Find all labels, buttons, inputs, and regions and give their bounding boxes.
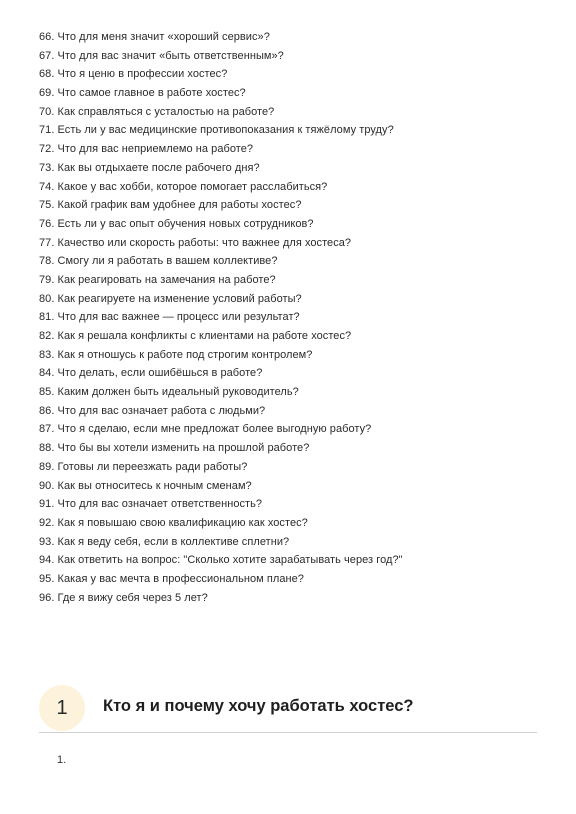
question-item: 80. Как реагируете на изменение условий работы? [39, 292, 302, 305]
section-header [39, 685, 537, 733]
section-title: Кто я и почему хочу работать хостес? [103, 697, 414, 715]
question-item: 66. Что для меня значит «хороший сервис»? [39, 31, 270, 43]
question-list [39, 28, 559, 607]
question-item: 76. Есть ли у вас опыт обучения новых сотрудников? [39, 217, 314, 230]
question-item: 84. Что делать, если ошибёшься в работе? [39, 367, 263, 380]
question-item: 67. Что для вас значит «быть ответственным»? [39, 49, 284, 62]
question-item: 93. Как я веду себя, если в коллективе сплетни? [39, 535, 290, 548]
question-item: 74. Какое у вас хобби, которое помогает расслабиться? [39, 180, 328, 193]
question-item: 83. Как я отношусь к работе под строгим контролем? [39, 348, 313, 361]
question-item: 71. Есть ли у вас медицинские противопоказания к тяжёлому труду? [39, 124, 394, 137]
answer-list-item: 1. [57, 754, 67, 766]
question-item: 79. Как реагировать на замечания на работе? [39, 273, 276, 286]
question-item: 96. Где я вижу себя через 5 лет? [39, 591, 208, 604]
question-item: 69. Что самое главное в работе хостес? [39, 87, 246, 100]
question-item: 95. Какая у вас мечта в профессиональном плане? [39, 572, 304, 585]
question-item: 92. Как я повышаю свою квалификацию как хостес? [39, 516, 308, 529]
question-item: 75. Какой график вам удобнее для работы хостес? [39, 199, 302, 212]
section-divider [39, 732, 537, 733]
question-item: 88. Что бы вы хотели изменить на прошлой работе? [39, 442, 310, 455]
question-item: 78. Смогу ли я работать в вашем коллективе? [39, 255, 278, 268]
question-item: 77. Качество или скорость работы: что важнее для хостеса? [39, 236, 352, 249]
question-item: 89. Готовы ли переезжать ради работы? [39, 460, 248, 473]
question-item: 68. Что я ценю в профессии хостес? [39, 68, 228, 81]
question-item: 72. Что для вас неприемлемо на работе? [39, 143, 254, 156]
question-item: 90. Как вы относитесь к ночным сменам? [39, 479, 252, 492]
question-item: 81. Что для вас важнее — процесс или результат? [39, 311, 300, 324]
section-number-badge: 1 [39, 685, 85, 731]
question-item: 85. Каким должен быть идеальный руководитель? [39, 386, 299, 399]
question-item: 87. Что я сделаю, если мне предложат более выгодную работу? [39, 423, 372, 436]
question-item: 70. Как справляться с усталостью на работе? [39, 105, 275, 118]
question-item: 82. Как я решала конфликты с клиентами на работе хостес? [39, 330, 352, 342]
question-item: 94. Как ответить на вопрос: "Сколько хотите зарабатывать через год?" [39, 554, 403, 567]
question-item: 73. Как вы отдыхаете после рабочего дня? [39, 161, 260, 174]
question-item: 86. Что для вас означает работа с людьми? [39, 404, 266, 417]
question-item: 91. Что для вас означает ответственность? [39, 498, 263, 511]
